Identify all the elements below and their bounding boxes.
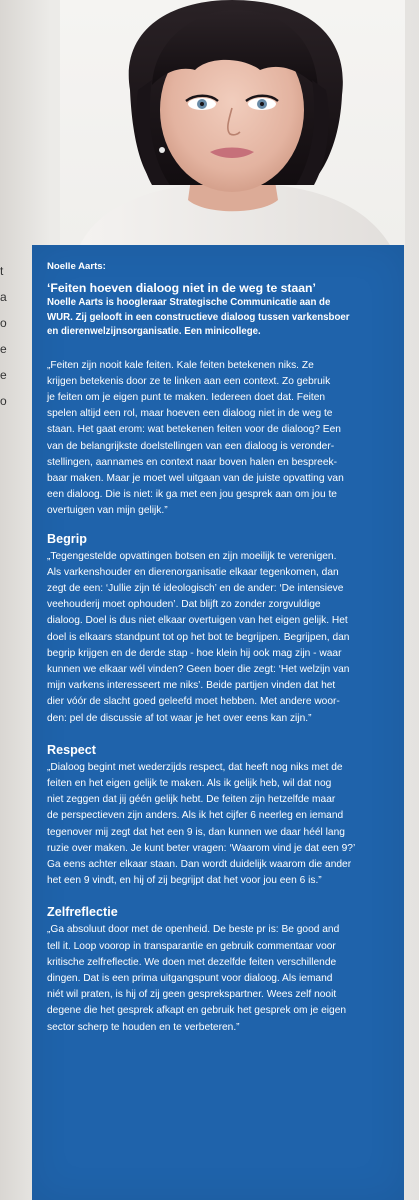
text-line: je feiten om je eigen punt te maken. Iedereen doet dat. Feiten xyxy=(47,391,326,403)
text-line: krijgen betekenis door ze te linken aan een context. Zo gebruik xyxy=(47,375,331,387)
article-intro xyxy=(47,296,399,340)
intro-line: Noelle Aarts is hoogleraar Strategische Communicatie aan de xyxy=(47,297,331,308)
subheading-respect: Respect xyxy=(47,742,96,757)
intro-line: en dierenwelzijnsorganisatie. Een minicollege. xyxy=(47,326,261,337)
paragraph-zelfreflectie xyxy=(47,922,399,1035)
text-line: van de belangrijkste doelstellingen van een dialoog is veronder- xyxy=(47,440,335,452)
text-line: dialoog. Doel is dus niet elkaar overtuigen van het eigen gelijk. Het xyxy=(47,615,348,627)
text-line: spelen altijd een rol, maar hoeven een dialoog niet in de weg te xyxy=(47,408,333,420)
text-line: dingen. Dat is een prima uitgangspunt voor dialoog. Als iemand xyxy=(47,973,333,984)
article-content xyxy=(47,261,399,1036)
text-line: „Tegengestelde opvattingen botsen en zijn moeilijk te verenigen. xyxy=(47,550,337,562)
text-line: „Ga absoluut door met de openheid. De beste pr is: Be good and xyxy=(47,924,340,936)
edge-letter: e xyxy=(0,368,7,382)
text-line: kritische zelfreflectie. We doen met dezelfde feiten verschillende xyxy=(47,956,337,968)
text-line: Als varkenshouder en dierenorganisatie elkaar tegenkomen, dan xyxy=(47,566,339,578)
edge-letter: a xyxy=(0,290,7,304)
edge-letter: o xyxy=(0,394,7,408)
text-line: den: pel de discussie af tot waar je het over eens kan zijn.” xyxy=(47,712,312,724)
edge-letter: o xyxy=(0,316,7,330)
edge-letter: e xyxy=(0,342,7,356)
text-line: staan. Het gaat erom: wat betekenen feiten voor de dialoog? Een xyxy=(47,424,341,436)
text-line: feiten en het eigen gelijk te maken. Als ik gelijk heb, wil dat nog xyxy=(47,777,332,789)
text-line: veehouderij moet ophouden’. Dat blijft zo zonder zorgvuldige xyxy=(47,599,321,611)
text-line: de perspectieven zijn anders. Als ik het cijfer 6 neerleg en iemand xyxy=(47,810,344,822)
text-line: niét wil praten, is hij of zij geen gesprekspartner. Wees zelf nooit xyxy=(47,989,337,1001)
edge-letter: t xyxy=(0,264,4,278)
text-line: baar maken. Maar je moet wel uitgaan van de juiste opvatting van xyxy=(47,472,344,484)
author-label: Noelle Aarts: xyxy=(47,261,106,272)
text-line: mijn varkens interesseert me niks’. Beide partijen vinden dat het xyxy=(47,680,336,692)
text-line: tell it. Loop voorop in transparantie en gebruik commentaar voor xyxy=(47,940,336,952)
subheading-zelfreflectie: Zelfreflectie xyxy=(47,905,118,920)
text-line: het een 9 vindt, en hij of zij begrijpt dat het voor jou een 6 is.” xyxy=(47,875,322,887)
text-line: degene die het gesprek afkapt en gebruik het gesprek om je eigen xyxy=(47,1005,347,1017)
text-line: zegt de een: ‘Jullie zijn té ideologisch’ en de ander: ‘De intensieve xyxy=(47,582,344,594)
text-line: een dialoog. Die is niet: ik ga met een jou gesprek aan om jou te xyxy=(47,489,337,501)
subheading-begrip: Begrip xyxy=(47,531,87,546)
text-line: Ga eens achter elkaar staan. Dan wordt duidelijk waarom die ander xyxy=(47,858,352,870)
text-line: stellingen, aannames en context naar boven halen en bespreek- xyxy=(47,456,337,468)
text-line: kunnen we elkaar wél vinden? Geen boer die zegt: ‘Het welzijn van xyxy=(47,663,350,675)
intro-line: WUR. Zij gelooft in een constructieve dialoog tussen varkensboer xyxy=(47,311,350,323)
article-panel xyxy=(32,245,404,1200)
paragraph-begrip xyxy=(47,549,399,727)
text-line: „Dialoog begint met wederzijds respect, dat heeft nog niks met de xyxy=(47,761,343,773)
portrait-photo xyxy=(60,0,405,245)
adjacent-column-fragment xyxy=(0,258,14,414)
paragraph-opening xyxy=(47,358,399,520)
text-line: „Feiten zijn nooit kale feiten. Kale feiten betekenen niks. Ze xyxy=(47,359,314,371)
text-line: overtuigen van mijn gelijk.” xyxy=(47,505,168,517)
text-line: begrip krijgen en de derde stap - hoe klein hij ook mag zijn - waar xyxy=(47,647,342,659)
article-headline: ‘Feiten hoeven dialoog niet in de weg te staan’ xyxy=(47,281,316,295)
text-line: tegenover mij zegt dat het een 9 is, dan kunnen we daar héél lang xyxy=(47,826,345,838)
text-line: sector scherp te houden en te verbeteren.” xyxy=(47,1021,240,1033)
text-line: doel is elkaars standpunt tot op het bot te begrijpen. Begrijpen, dan xyxy=(47,631,350,643)
text-line: ruzie over maken. Je kunt beter vragen: ‘Waarom vind je dat een 9?’ xyxy=(47,842,356,854)
portrait-illustration xyxy=(60,0,405,245)
paragraph-respect xyxy=(47,760,399,890)
text-line: niet zeggen dat jij géén gelijk hebt. De feiten zijn hetzelfde maar xyxy=(47,794,336,806)
text-line: dier vóór de slacht goed geleefd moet hebben. Met andere woor- xyxy=(47,696,340,708)
